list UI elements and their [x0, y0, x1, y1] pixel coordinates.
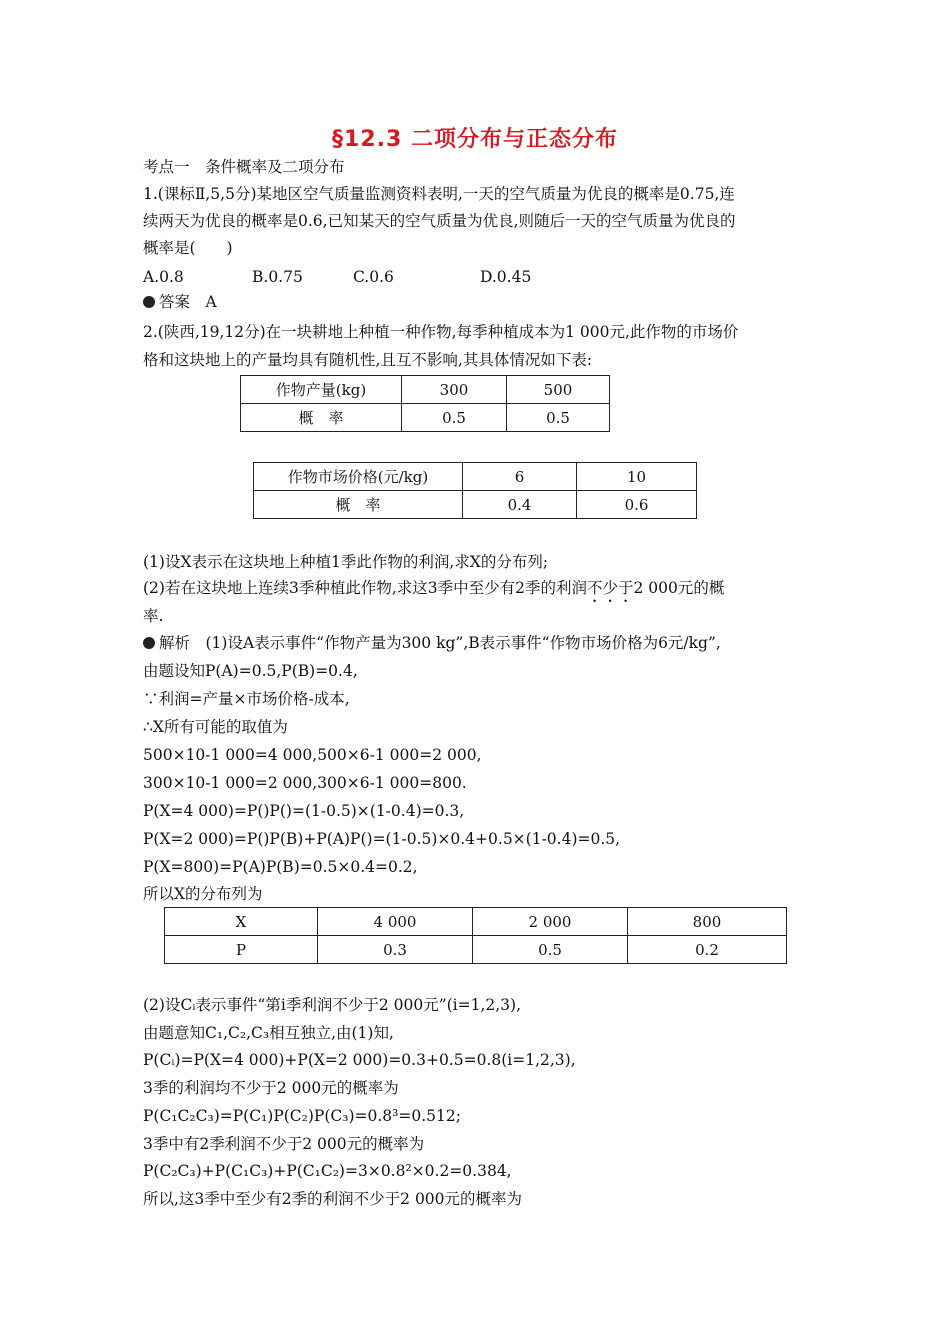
q2-part-2-text-a: (2)若在这块地上连续3季种植此作物,求这3季中至少有2季的利润 [143, 579, 587, 597]
solution-line: 3季中有2季利润不少于2 000元的概率为 [143, 1135, 425, 1153]
table-cell: 0.4 [463, 491, 577, 519]
solution-line: P(C₁C₂C₃)=P(C₁)P(C₂)P(C₃)=0.8³=0.512; [143, 1107, 461, 1125]
q2-line-2: 格和这块地上的产量均具有随机性,且互不影响,其具体情况如下表: [143, 351, 593, 369]
table-cell: 0.2 [628, 936, 787, 964]
solution-line: P(X=4 000)=P()P()=(1-0.5)×(1-0.4)=0.3, [143, 802, 465, 820]
table-cell: 500 [507, 376, 610, 404]
table-cell: 0.5 [473, 936, 628, 964]
table-cell: 概 率 [254, 491, 463, 519]
section-heading: 考点一 条件概率及二项分布 [143, 158, 345, 176]
q1-option-c: C.0.6 [353, 268, 394, 286]
table-cell: 6 [463, 463, 577, 491]
table-cell: 0.5 [402, 404, 507, 432]
solution-line: P(X=2 000)=P()P(B)+P(A)P()=(1-0.5)×0.4+0.5×(1-0.4)=0.5, [143, 830, 621, 848]
table-cell: 作物产量(kg) [241, 376, 402, 404]
price-table [253, 462, 697, 519]
table-row [241, 404, 610, 432]
q1-option-b: B.0.75 [252, 268, 303, 286]
table-cell: 10 [577, 463, 697, 491]
table-row [254, 491, 697, 519]
q1-line-3: 概率是( ) [143, 239, 233, 257]
q2-part-2-emphasis: 不少于 [586, 579, 634, 597]
solution-line: 所以,这3季中至少有2季的利润不少于2 000元的概率为 [143, 1190, 523, 1208]
solution-line: 300×10-1 000=2 000,300×6-1 000=800. [143, 774, 467, 792]
q1-line-2: 续两天为优良的概率是0.6,已知某天的空气质量为优良,则随后一天的空气质量为优良的 [143, 212, 736, 230]
solution-line: P(Cᵢ)=P(X=4 000)+P(X=2 000)=0.3+0.5=0.8(i=1,2,3), [143, 1051, 576, 1069]
solution-line: 由题意知C₁,C₂,C₃相互独立,由(1)知, [143, 1024, 394, 1042]
table-cell: X [165, 908, 318, 936]
q2-part-2-cont: 率. [143, 607, 164, 625]
q2-part-2 [143, 578, 724, 606]
solution-line: ∵利润=产量×市场价格-成本, [143, 690, 350, 708]
answer-marker-icon [143, 296, 155, 308]
q1-option-d: D.0.45 [480, 268, 532, 286]
q1-answer [143, 292, 217, 312]
q2-line-1: 2.(陕西,19,12分)在一块耕地上种植一种作物,每季种植成本为1 000元,此作物的市场价 [143, 323, 739, 341]
q1-option-a: A.0.8 [143, 268, 184, 286]
distribution-table [164, 907, 787, 964]
q2-part-1: (1)设X表示在这块地上种植1季此作物的利润,求X的分布列; [143, 553, 549, 571]
solution-line: P(C₂C₃)+P(C₁C₃)+P(C₁C₂)=3×0.8²×0.2=0.384, [143, 1162, 512, 1180]
solution-marker-icon [143, 637, 155, 649]
solution-line: 500×10-1 000=4 000,500×6-1 000=2 000, [143, 746, 482, 764]
page-title: §12.3 二项分布与正态分布 [332, 127, 618, 152]
solution-line: 所以X的分布列为 [143, 885, 263, 903]
table-cell: 4 000 [318, 908, 473, 936]
solution-line: ∴X所有可能的取值为 [143, 718, 288, 736]
solution-line: 3季的利润均不少于2 000元的概率为 [143, 1079, 399, 1097]
q1-line-1: 1.(课标Ⅱ,5,5分)某地区空气质量监测资料表明,一天的空气质量为优良的概率是0.75,连 [143, 185, 735, 203]
table-cell: 0.5 [507, 404, 610, 432]
table-row [165, 908, 787, 936]
table-row [241, 376, 610, 404]
table-cell: 300 [402, 376, 507, 404]
table-cell: 2 000 [473, 908, 628, 936]
solution-intro-text: 解析 (1)设A表示事件“作物产量为300 kg”,B表示事件“作物市场价格为6元/kg”, [159, 634, 721, 652]
table-cell: 概 率 [241, 404, 402, 432]
yield-table [240, 375, 610, 432]
table-row [165, 936, 787, 964]
q2-part-2-text-b: 2 000元的概 [633, 579, 725, 597]
table-cell: P [165, 936, 318, 964]
table-cell: 0.3 [318, 936, 473, 964]
table-row [254, 463, 697, 491]
solution-intro [143, 633, 721, 653]
table-cell: 作物市场价格(元/kg) [254, 463, 463, 491]
solution-line: P(X=800)=P(A)P(B)=0.5×0.4=0.2, [143, 858, 418, 876]
table-cell: 800 [628, 908, 787, 936]
table-cell: 0.6 [577, 491, 697, 519]
solution-line: (2)设Cᵢ表示事件“第i季利润不少于2 000元”(i=1,2,3), [143, 996, 522, 1014]
q1-answer-text: 答案 A [159, 293, 217, 311]
solution-line: 由题设知P(A)=0.5,P(B)=0.4, [143, 662, 358, 680]
